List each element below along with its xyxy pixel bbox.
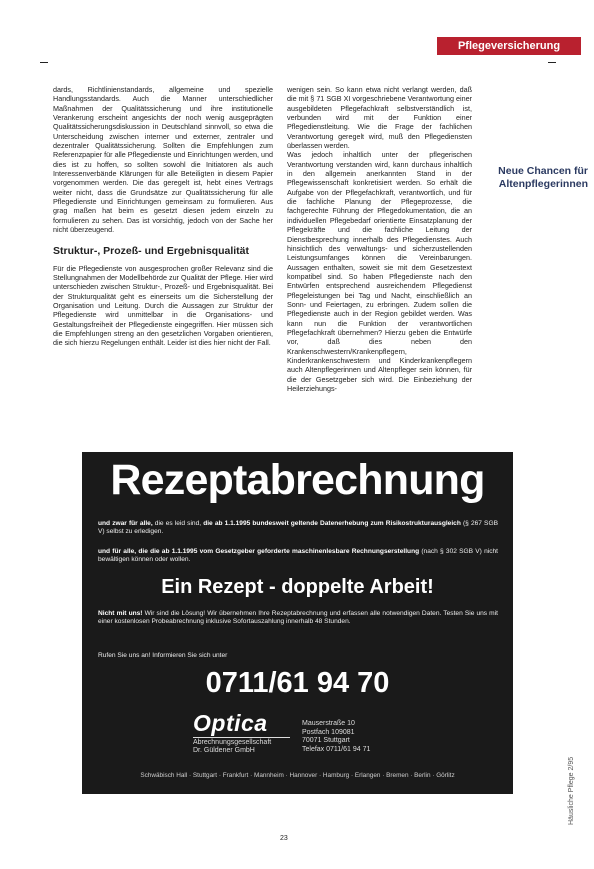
ad-phone-number[interactable]: 0711/61 94 70 <box>205 667 390 699</box>
article-column-right <box>287 85 472 393</box>
ad-bold: und für alle, die die ab 1.1.1995 vom Gesetzgeber geforderte maschinenlesbare Rechnungserstellung <box>98 548 420 555</box>
article-paragraph: wenigen sein. So kann etwa nicht verlangt werden, daß die mit § 71 SGB XI vorgeschriebene Verantwortung einer ausgebildeten Pflegefachkraft selbstverständlich ist, verbunden wird mit der Funktion einer Pflegedienstleitung. Wie die Frage der fachlichen Verantwortung geregelt wird, muß den Pflegediensten überlassen werden. Was jedoch inhaltlich unter der pflegerischen Verantwortung verstanden wird, kann durchaus inhaltlich in den allgemein anerkannten Stand in der Pflegewissenschaft konkretisiert werden. So erhält die Aufgabe von der Pflegefachkraft, verantwortlich, und für die fachliche Planung der Pflegeprozesse, die fachgerechte Führung der Pflegedokumentation, die an individuellen Pflegebedarf orientierte Einsatzplanung der Pflegekräfte und die fachliche Leitung der Dienstbesprechung innerhalb des Pflegedienstes. Auch hinsichtlich des verwaltungs- und sicherzustellenden Leistungsumfanges können die Vereinbarungen. Aussagen enthalten, soweit sie mit dem Gesetzestext kompatibel sind. So haben Pflegedienste nach den Entwürfen entsprechend ausreichendem Pflegedienst Pflegeleistungen bei Tag und Nacht, einschließlich an Sonn- und Feiertagen, zu erbringen. Zudem sollen die Pflegedienste auch in der Region gebildet werden. Was kann nun die Funktion der verantwortlichen Pflegefachkraft übernehmen? Hierzu geben die Entwürfe vor, daß dies neben den Krankenschwestern/Krankenpflegern, Kinderkrankenschwestern und Kinderkrankenpflegern auch Altenpflegerinnen und Altenpfleger sein können, für die der Gesetzgeber sich wird. Die Einbeziehung der Heilerziehungs- <box>287 85 472 393</box>
ad-call-text: Rufen Sie uns an! Informieren Sie sich unter <box>98 652 228 659</box>
ad-title: Rezeptabrechnung <box>110 456 485 504</box>
margin-mark-right <box>548 62 556 63</box>
optica-logo <box>193 710 290 755</box>
article-paragraph: Für die Pflegedienste von ausgesprochen großer Relevanz sind die Stellungnahmen der Modellbehörde zur Qualität der Pflege. Hier wird unterschieden zwischen Struktur-, Prozeß- und Ergebnisqualität. Bei der Strukturqualität geht es einerseits um die Sicherstellung der Organisation und Leitung. Durch die Aussagen zur Struktur der Pflegedienste wird unmittelbar in die Organisations- und Gestaltungsfreiheit der Pflegedienste eingegriffen. Hier müssen sich die Empfehlungen streng an den gesetzlichen Vorgaben orientieren, die sich hierzu Regelungen enthält. Leider ist dies hier nicht der Fall. <box>53 263 273 348</box>
logo-subtitle: Abrechnungsgesellschaft Dr. Güldener GmbH <box>193 737 290 755</box>
article-column-left <box>53 85 273 348</box>
ad-address: Mauserstraße 10 Postfach 109081 70071 Stuttgart Telefax 0711/61 94 71 <box>302 720 371 753</box>
ad-bold: die ab 1.1.1995 bundesweit geltende Datenerhebung zum Risikostrukturausgleich <box>203 520 461 527</box>
ad-text: die es leid sind, <box>152 520 204 527</box>
ad-paragraph-3 <box>98 610 498 627</box>
sidebar-heading: Neue Chancen für Altenpflegerinnen <box>498 165 588 190</box>
logo-wordmark: Optica <box>193 710 268 736</box>
ad-text: (§ 267 SGB V) selbst zu erledigen. <box>98 520 498 536</box>
section-tag: Pflegeversicherung <box>437 37 581 55</box>
ad-headline: Ein Rezept - doppelte Arbeit! <box>161 576 434 598</box>
ad-paragraph-1 <box>98 520 498 537</box>
ad-text: (nach § 302 SGB V) nicht bewältigen können oder wollen. <box>98 548 498 564</box>
advertisement <box>82 452 513 794</box>
ad-city-list: Schwäbisch Hall · Stuttgart · Frankfurt · Mannheim · Hannover · Hamburg · Erlangen · Bremen · Berlin · Görlitz <box>140 772 455 779</box>
page-number: 23 <box>280 835 288 842</box>
ad-bold: Nicht mit uns! <box>98 610 143 617</box>
margin-mark-left <box>40 62 48 63</box>
publication-vertical-label: Häusliche Pflege 2/95 <box>568 756 575 825</box>
ad-bold: und zwar für alle, <box>98 520 153 527</box>
section-heading: Struktur-, Prozeß- und Ergebnisqualität <box>53 244 250 257</box>
ad-text: Wir sind die Lösung! Wir übernehmen Ihre Rezeptabrechnung und erfassen alle notwendigen Daten. Testen Sie uns mit einer kostenlosen Probeabrechnung inklusive Sofortauszahlung innerhalb 48 Stunden. <box>98 610 498 626</box>
article-paragraph: dards, Richtlinienstandards, allgemeine und spezielle Handlungsstandards. Auch die Manner unterschiedlicher Maßnahmen der Qualitätssicherung und ihre institutionelle Verankerung erscheint angesichts der noch wenig ausgeprägten Qualitätssicherungsdiskussion in Deutschland sinnvoll, so etwa die Unterscheidung zwischen interner und externer, zentraler und dezentraler Qualitätssicherung. Sollten die Empfehlungen zum Referenzpapier für alle Pflegedienste und Einrichtungen werden, und dies ist zu hoffen, so sollten sowohl die Initiatoren als auch Interessenverbände Klärungen für alle Beteiligten in diesem Papier vorgenommen werden. Die das geregelt ist, hebt eines Vertrags weiter nicht, dass die Grundsätze zur Qualitätssicherung für alle Pflegedienste und Einrichtungen gemeinsam zu formulieren. Aus grag maßen hat beim es gesetzt diesen jedem einzeln zu formulieren zu sehen. Das ist vorsichtig, jedoch von der Sache her nicht überzeugend. <box>53 85 273 235</box>
ad-paragraph-2 <box>98 548 498 565</box>
